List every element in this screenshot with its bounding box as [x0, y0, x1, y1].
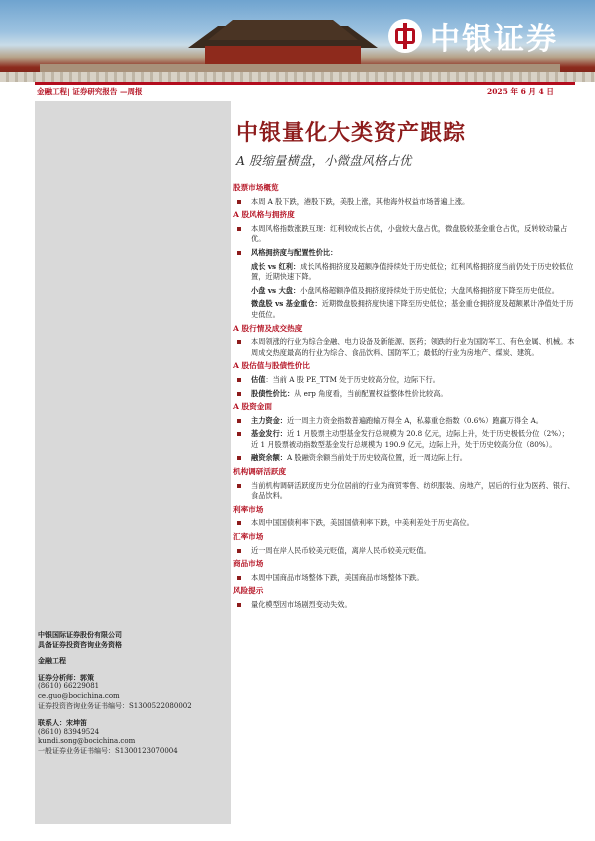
item-label: 微盘股 vs 基金重仓： — [251, 299, 322, 309]
section-heading: A 股行情及成交热度 — [233, 323, 303, 333]
item-text: 近一周在岸人民币较美元贬值，离岸人民币较美元贬值。 — [251, 545, 431, 555]
report-title: 中银量化大类资产跟踪 — [236, 120, 467, 146]
contact-certificate: 一般证券业务证书编号：S1300123070004 — [38, 746, 178, 755]
analyst-phone: (8610) 66229081 — [38, 682, 100, 691]
section-heading: 利率市场 — [233, 504, 264, 514]
bank-logo-icon — [388, 19, 422, 53]
bullet-item — [233, 453, 575, 464]
item-text: 本周 A 股下跌，港股下跌，美股上涨，其他海外权益市场普遍上涨。 — [251, 196, 470, 206]
report-category: 金融工程| 证券研究报告 —周报 — [37, 87, 143, 96]
brand-logo-text: 中银证券 — [430, 22, 558, 57]
company-name: 中银国际证券股份有限公司 — [38, 630, 122, 639]
section-heading: A 股资金面 — [233, 402, 272, 412]
header-rule — [35, 82, 575, 85]
summary-content — [233, 181, 575, 614]
section-heading: 风险提示 — [233, 586, 264, 596]
contact-phone: (8610) 83949524 — [38, 727, 100, 736]
item-text: 近 1 月股票主动型基金发行总规模为 20.8 亿元，边际上升，处于历史极低分位（2%）；近 1 月股票被动指数型基金发行总规模为 190.9 亿元，边际上升，处于历史较高分位（80%）。 — [251, 429, 569, 449]
bullet-item — [233, 375, 575, 386]
item-text: 本周中国国债利率下跌，美国国债利率下跌，中美利差处于历史高位。 — [251, 518, 474, 528]
bullet-item — [233, 337, 575, 358]
analyst-email[interactable]: ce.guo@bocichina.com — [38, 691, 120, 700]
bullet-item — [233, 224, 575, 245]
sub-item — [233, 262, 575, 283]
brand-logo — [388, 14, 558, 58]
bullet-item — [233, 429, 575, 450]
header-banner — [0, 0, 595, 82]
section-heading: 汇率市场 — [233, 532, 264, 542]
bullet-item — [233, 518, 575, 529]
palace-railing-image — [0, 72, 595, 82]
item-text: 本周风格指数涨跌互现：红利较成长占优，小盘较大盘占优，微盘股较基金重仓占优，反转较动量占优。 — [251, 223, 568, 244]
section-heading: 股票市场概览 — [233, 183, 279, 192]
section-heading: 机构调研活跃度 — [233, 467, 287, 477]
contact-email[interactable]: kundi.song@bocichina.com — [38, 737, 136, 746]
item-text: 本周中国商品市场整体下跌，美国商品市场整体下跌。 — [251, 572, 424, 582]
item-text: 从 erp 角度看，当前配置权益整体性价比较高。 — [294, 388, 448, 398]
item-text: 成长风格拥挤度及超额净值持续处于历史低位；红利风格拥挤度当前仍处于历史较低位置，近期快速下降。 — [251, 261, 574, 282]
item-label: 估值 — [251, 374, 266, 384]
item-label: 小盘 vs 大盘： — [251, 285, 301, 295]
analyst-name: 证券分析师：郭策 — [38, 672, 94, 682]
bullet-item — [233, 248, 575, 259]
item-text: 本周领涨的行业为综合金融、电力设备及新能源、医药；领跌的行业为国防军工、有色金属、机械。本周成交热度最高的行业为综合、食品饮料、国防军工；最低的行业为房地产、煤炭、建筑。 — [251, 337, 575, 357]
bullet-item — [233, 546, 575, 557]
item-label: 融资余额： — [251, 453, 287, 463]
bullet-item — [233, 197, 575, 208]
sub-item — [233, 286, 575, 297]
item-text: 量化模型因市场剧烈变动失效。 — [251, 600, 352, 609]
bullet-item — [233, 481, 575, 502]
item-text: ：当前 A 股 PE_TTM 处于历史较高分位，边际下行。 — [265, 374, 440, 384]
bullet-item — [233, 573, 575, 584]
report-date: 2025 年 6 月 4 日 — [487, 87, 554, 96]
item-label: 成长 vs 红利： — [251, 261, 301, 271]
sub-item — [233, 299, 575, 320]
item-text: 近期微盘股拥挤度快速下降至历史低位；基金重仓拥挤度及超额累计净值处于历史低位。 — [251, 299, 574, 319]
item-label: 风格拥挤度与配置性价比： — [251, 247, 338, 257]
bullet-item — [233, 416, 575, 427]
bullet-item — [233, 600, 575, 611]
contact-name: 联系人：宋坤笛 — [38, 718, 87, 728]
item-text: A 股融资余额当前处于历史较高位置，近一周边际上行。 — [286, 453, 467, 463]
item-text: 当前机构调研活跃度历史分位居前的行业为商贸零售、纺织服装、房地产，居后的行业为医药、银行、食品饮料。 — [251, 480, 575, 501]
section-heading: A 股估值与股债性价比 — [233, 361, 310, 371]
department: 金融工程 — [38, 656, 66, 666]
company-qualification: 具备证券投资咨询业务资格 — [38, 639, 122, 649]
item-text: 近一周主力资金指数普遍跑输万得全 A，私募重仓指数（0.6%）跑赢万得全 A。 — [286, 415, 543, 425]
bullet-item — [233, 389, 575, 400]
item-label: 基金发行： — [251, 429, 287, 439]
sidebar-info — [38, 630, 228, 757]
item-text: 小盘风格超额净值及拥挤度持续处于历史低位；大盘风格拥挤度下降至历史低位。 — [300, 285, 559, 295]
section-heading: 商品市场 — [233, 559, 264, 569]
item-label: 股债性价比： — [251, 388, 295, 398]
item-label: 主力资金： — [251, 415, 287, 425]
report-subtitle: A 股缩量横盘，小微盘风格占优 — [236, 153, 412, 168]
analyst-certificate: 证券投资咨询业务证书编号：S1300522080002 — [38, 701, 192, 710]
section-heading: A 股风格与拥挤度 — [233, 210, 295, 220]
